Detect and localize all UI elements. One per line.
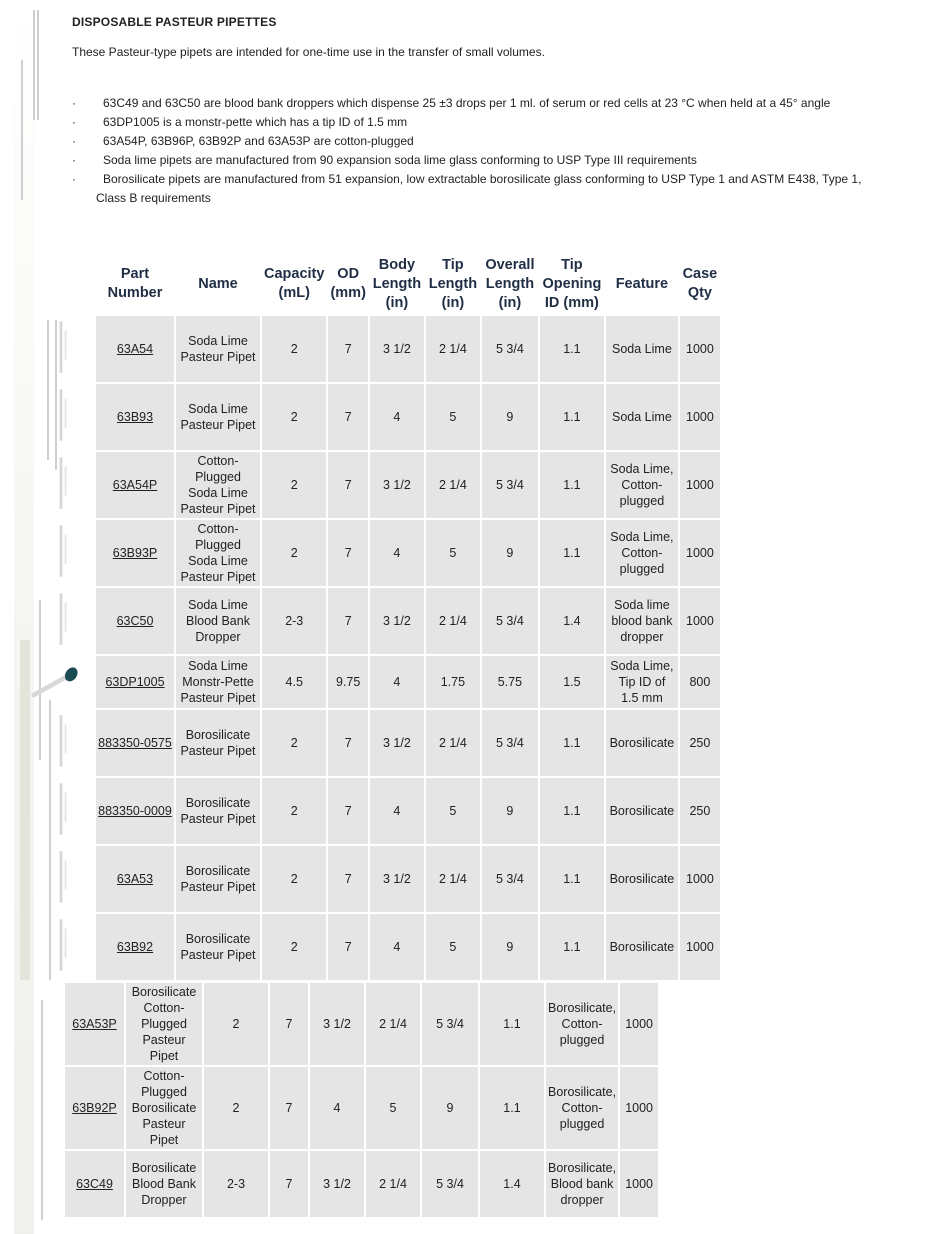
pipette-icon bbox=[50, 847, 72, 911]
case-qty-cell: 250 bbox=[680, 778, 720, 844]
table-row bbox=[2, 778, 720, 844]
part-number-cell[interactable] bbox=[96, 914, 174, 980]
column-header-line: Number bbox=[107, 285, 163, 301]
column-header bbox=[176, 254, 260, 314]
tip-id-cell: 1.1 bbox=[540, 710, 604, 776]
feature-cell bbox=[546, 1151, 618, 1217]
tip-cell: 2 1/4 bbox=[426, 316, 480, 382]
column-header bbox=[426, 254, 480, 314]
capacity-cell: 2-3 bbox=[204, 1151, 268, 1217]
tip-id-cell: 1.1 bbox=[540, 914, 604, 980]
overall-cell: 5 3/4 bbox=[482, 452, 538, 518]
part-number-cell[interactable] bbox=[96, 656, 174, 708]
bullet-glyph: · bbox=[72, 153, 76, 167]
capacity-cell: 4.5 bbox=[262, 656, 326, 708]
capacity-cell: 2-3 bbox=[262, 588, 326, 654]
column-header bbox=[262, 254, 326, 314]
body-cell: 4 bbox=[370, 656, 424, 708]
name-line: Cotton- bbox=[197, 454, 239, 468]
case-qty-cell: 1000 bbox=[680, 452, 720, 518]
name-line: Pasteur bbox=[142, 1033, 186, 1047]
table-body-lower bbox=[65, 983, 658, 1217]
tip-id-cell: 1.4 bbox=[540, 588, 604, 654]
name-line: Soda Lime bbox=[188, 659, 248, 673]
od-cell: 7 bbox=[328, 384, 367, 450]
overall-cell: 5 3/4 bbox=[482, 588, 538, 654]
name-line: Soda Lime bbox=[188, 486, 248, 500]
od-cell: 7 bbox=[328, 914, 367, 980]
bullet-item bbox=[72, 132, 892, 151]
feature-line: Soda lime bbox=[614, 598, 670, 612]
feature-line: Cotton- bbox=[561, 1017, 603, 1031]
bullet-text: Soda lime pipets are manufactured from 90 expansion soda lime glass conforming to USP Type III requirements bbox=[103, 153, 697, 167]
name-line: Borosilicate bbox=[185, 932, 251, 946]
capacity-cell: 2 bbox=[262, 452, 326, 518]
name-line: Pasteur Pipet bbox=[180, 418, 256, 432]
name-line: Borosilicate bbox=[185, 864, 251, 878]
tip-cell: 5 bbox=[426, 520, 480, 586]
bullet-list bbox=[72, 94, 892, 208]
body-cell: 4 bbox=[370, 384, 424, 450]
tip-id-cell: 1.1 bbox=[480, 983, 544, 1065]
feature-line: 1.5 mm bbox=[621, 691, 663, 705]
tip-id-cell: 1.1 bbox=[540, 846, 604, 912]
part-number-cell[interactable] bbox=[96, 710, 174, 776]
feature-cell bbox=[606, 520, 678, 586]
bullet-item bbox=[72, 94, 892, 113]
table-row bbox=[2, 846, 720, 912]
part-number-link[interactable]: 63A54 bbox=[116, 342, 154, 356]
name-cell bbox=[176, 384, 260, 450]
part-number-cell[interactable] bbox=[65, 1151, 124, 1217]
column-header-line: Body bbox=[378, 256, 416, 273]
column-header-line: Tip bbox=[442, 256, 464, 273]
bullet-continuation: Class B requirements bbox=[96, 191, 211, 205]
monstr-pette-icon bbox=[30, 661, 90, 703]
body-cell: 4 bbox=[370, 520, 424, 586]
part-number-link[interactable]: 63B92 bbox=[116, 940, 154, 954]
part-number-cell[interactable] bbox=[96, 520, 174, 586]
column-header-line: Overall bbox=[485, 256, 535, 273]
part-number-link[interactable]: 63A54P bbox=[112, 478, 158, 492]
name-cell bbox=[176, 846, 260, 912]
body-cell: 3 1/2 bbox=[370, 846, 424, 912]
name-line: Plugged bbox=[141, 1017, 187, 1031]
feature-cell bbox=[606, 778, 678, 844]
feature-line: Soda Lime, bbox=[610, 462, 674, 476]
tip-id-cell: 1.4 bbox=[480, 1151, 544, 1217]
od-cell: 7 bbox=[328, 588, 367, 654]
body-cell: 3 1/2 bbox=[370, 710, 424, 776]
table-row bbox=[2, 588, 720, 654]
body-cell: 4 bbox=[370, 914, 424, 980]
part-number-link[interactable]: 63B93 bbox=[116, 410, 154, 424]
name-line: Plugged bbox=[141, 1085, 187, 1099]
feature-line: plugged bbox=[619, 562, 665, 576]
header-spacer bbox=[2, 254, 94, 314]
feature-line: blood bank bbox=[611, 614, 673, 628]
name-line: Borosilicate bbox=[185, 728, 251, 742]
name-line: Pasteur Pipet bbox=[180, 691, 256, 705]
part-number-cell[interactable] bbox=[96, 452, 174, 518]
feature-line: Borosilicate, bbox=[548, 1161, 617, 1175]
name-cell bbox=[176, 588, 260, 654]
column-header-line: (in) bbox=[385, 294, 409, 311]
feature-cell bbox=[606, 452, 678, 518]
column-header-line: Opening bbox=[542, 275, 602, 292]
tip-cell: 2 1/4 bbox=[426, 452, 480, 518]
case-qty-cell: 1000 bbox=[620, 983, 658, 1065]
column-header bbox=[328, 254, 367, 314]
product-image-cell bbox=[2, 656, 94, 708]
product-image-cell bbox=[2, 520, 94, 586]
column-header-line: Feature bbox=[615, 275, 669, 292]
tip-cell: 5 bbox=[426, 384, 480, 450]
name-line: Borosilicate bbox=[131, 1161, 197, 1175]
name-line: Borosilicate bbox=[131, 1101, 197, 1115]
pipette-icon bbox=[50, 521, 72, 585]
overall-cell: 9 bbox=[422, 1067, 478, 1149]
column-header-line: Case bbox=[682, 266, 718, 282]
od-cell: 7 bbox=[328, 846, 367, 912]
feature-line: Cotton- bbox=[621, 478, 663, 492]
feature-cell bbox=[606, 384, 678, 450]
feature-cell bbox=[606, 710, 678, 776]
feature-line: Cotton- bbox=[561, 1101, 603, 1115]
part-number-cell[interactable] bbox=[96, 588, 174, 654]
pipette-icon bbox=[50, 915, 72, 979]
pipette-table bbox=[0, 252, 722, 982]
name-cell bbox=[176, 914, 260, 980]
name-line: Pasteur bbox=[142, 1117, 186, 1131]
tip-cell: 5 bbox=[426, 914, 480, 980]
body-cell: 4 bbox=[370, 778, 424, 844]
od-cell: 7 bbox=[270, 1151, 308, 1217]
feature-cell bbox=[606, 316, 678, 382]
column-header-line: Tip bbox=[561, 256, 583, 273]
column-header-line: (in) bbox=[498, 294, 522, 311]
name-cell bbox=[176, 452, 260, 518]
name-line: Borosilicate bbox=[185, 796, 251, 810]
overall-cell: 9 bbox=[482, 520, 538, 586]
feature-line: Cotton- bbox=[621, 546, 663, 560]
table-row bbox=[2, 914, 720, 980]
feature-line: Soda Lime bbox=[612, 342, 672, 356]
table-row bbox=[2, 656, 720, 708]
part-number-cell[interactable] bbox=[65, 983, 124, 1065]
name-line: Dropper bbox=[141, 1193, 187, 1207]
case-qty-cell: 1000 bbox=[680, 316, 720, 382]
tip-cell: 1.75 bbox=[426, 656, 480, 708]
name-cell bbox=[176, 656, 260, 708]
table-row bbox=[2, 710, 720, 776]
overall-cell: 5 3/4 bbox=[482, 710, 538, 776]
tip-cell: 2 1/4 bbox=[426, 588, 480, 654]
column-header-line: OD bbox=[337, 266, 360, 282]
feature-cell bbox=[606, 588, 678, 654]
product-image-cell bbox=[2, 316, 94, 382]
name-line: Pasteur Pipet bbox=[180, 744, 256, 758]
part-number-cell[interactable] bbox=[96, 846, 174, 912]
product-image-cell bbox=[2, 452, 94, 518]
bullet-text: 63A54P, 63B96P, 63B92P and 63A53P are cotton-plugged bbox=[103, 134, 414, 148]
table-row bbox=[2, 520, 720, 586]
pipette-icon bbox=[50, 317, 72, 381]
product-image-cell bbox=[2, 588, 94, 654]
name-line: Soda Lime bbox=[188, 402, 248, 416]
name-line: Plugged bbox=[195, 470, 241, 484]
capacity-cell: 2 bbox=[262, 914, 326, 980]
capacity-cell: 2 bbox=[204, 1067, 268, 1149]
column-header bbox=[370, 254, 424, 314]
body-cell: 3 1/2 bbox=[370, 588, 424, 654]
tip-id-cell: 1.1 bbox=[540, 452, 604, 518]
tip-cell: 2 1/4 bbox=[426, 846, 480, 912]
name-cell bbox=[176, 316, 260, 382]
case-qty-cell: 800 bbox=[680, 656, 720, 708]
feature-line: Borosilicate bbox=[609, 804, 675, 818]
tip-id-cell: 1.5 bbox=[540, 656, 604, 708]
feature-cell bbox=[546, 983, 618, 1065]
name-line: Soda Lime bbox=[188, 554, 248, 568]
name-line: Cotton- bbox=[197, 522, 239, 536]
case-qty-cell: 1000 bbox=[680, 588, 720, 654]
feature-line: Borosilicate bbox=[609, 736, 675, 750]
tip-id-cell: 1.1 bbox=[540, 520, 604, 586]
column-header-line: Part bbox=[120, 266, 150, 282]
feature-line: dropper bbox=[620, 630, 664, 644]
part-number-cell[interactable] bbox=[96, 384, 174, 450]
column-header-line: Length bbox=[485, 275, 535, 292]
column-header-line: Qty bbox=[687, 285, 712, 301]
feature-line: Borosilicate, bbox=[548, 1085, 617, 1099]
name-line: Pasteur Pipet bbox=[180, 948, 256, 962]
body-cell: 4 bbox=[310, 1067, 364, 1149]
pipette-icon bbox=[50, 711, 72, 775]
name-line: Pasteur Pipet bbox=[180, 350, 256, 364]
column-header bbox=[680, 254, 720, 314]
case-qty-cell: 1000 bbox=[680, 846, 720, 912]
body-cell: 3 1/2 bbox=[310, 1151, 364, 1217]
column-header-line: (mm) bbox=[330, 285, 366, 301]
feature-line: Soda Lime bbox=[612, 410, 672, 424]
part-number-link[interactable]: 63A53P bbox=[72, 1017, 117, 1031]
od-cell: 7 bbox=[328, 452, 367, 518]
part-number-link[interactable]: 63B92P bbox=[72, 1101, 117, 1115]
feature-cell bbox=[606, 914, 678, 980]
table-row bbox=[2, 316, 720, 382]
capacity-cell: 2 bbox=[262, 316, 326, 382]
overall-cell: 9 bbox=[482, 384, 538, 450]
capacity-cell: 2 bbox=[204, 983, 268, 1065]
name-line: Monstr-Pette bbox=[182, 675, 254, 689]
tip-cell: 5 bbox=[426, 778, 480, 844]
name-line: Pipet bbox=[149, 1049, 179, 1063]
name-line: Dropper bbox=[195, 630, 241, 644]
feature-cell bbox=[606, 656, 678, 708]
part-number-cell[interactable] bbox=[65, 1067, 124, 1149]
column-header-line: ID (mm) bbox=[544, 294, 599, 311]
overall-cell: 9 bbox=[482, 914, 538, 980]
name-cell bbox=[176, 520, 260, 586]
tip-cell: 5 bbox=[366, 1067, 420, 1149]
feature-line: Borosilicate, bbox=[548, 1001, 617, 1015]
tip-cell: 2 1/4 bbox=[366, 1151, 420, 1217]
name-line: Soda Lime bbox=[188, 598, 248, 612]
part-number-link[interactable]: 883350-0575 bbox=[98, 736, 172, 750]
od-cell: 7 bbox=[270, 983, 308, 1065]
name-line: Cotton- bbox=[143, 1001, 185, 1015]
part-number-cell[interactable] bbox=[96, 778, 174, 844]
feature-cell bbox=[606, 846, 678, 912]
part-number-link[interactable]: 63C50 bbox=[116, 614, 154, 628]
capacity-cell: 2 bbox=[262, 520, 326, 586]
case-qty-cell: 1000 bbox=[680, 914, 720, 980]
od-cell: 7 bbox=[270, 1067, 308, 1149]
name-line: Cotton- bbox=[143, 1069, 185, 1083]
name-line: Blood Bank bbox=[132, 1177, 196, 1191]
name-line: Plugged bbox=[195, 538, 241, 552]
product-image-cell bbox=[2, 384, 94, 450]
name-line: Soda Lime bbox=[188, 334, 248, 348]
table-row bbox=[65, 983, 658, 1065]
part-number-link[interactable]: 63B93P bbox=[112, 546, 158, 560]
table-body bbox=[2, 316, 720, 980]
tip-id-cell: 1.1 bbox=[540, 778, 604, 844]
bullet-text: 63C49 and 63C50 are blood bank droppers which dispense 25 ±3 drops per 1 ml. of serum or red cells at 23 °C when held at a 45° angle bbox=[103, 96, 831, 110]
table-header-row bbox=[2, 254, 720, 314]
od-cell: 7 bbox=[328, 710, 367, 776]
feature-line: Soda Lime, bbox=[610, 530, 674, 544]
name-line: Pasteur Pipet bbox=[180, 812, 256, 826]
tip-cell: 2 1/4 bbox=[366, 983, 420, 1065]
name-cell bbox=[126, 983, 202, 1065]
name-line: Pasteur Pipet bbox=[180, 570, 256, 584]
case-qty-cell: 1000 bbox=[680, 384, 720, 450]
table-row bbox=[65, 1151, 658, 1217]
capacity-cell: 2 bbox=[262, 846, 326, 912]
bullet-item bbox=[72, 170, 892, 208]
bullet-glyph: · bbox=[72, 134, 76, 148]
overall-cell: 5.75 bbox=[482, 656, 538, 708]
od-cell: 7 bbox=[328, 778, 367, 844]
column-header-line: (mL) bbox=[278, 285, 310, 301]
overall-cell: 5 3/4 bbox=[422, 983, 478, 1065]
part-number-link[interactable]: 883350-0009 bbox=[98, 804, 172, 818]
overall-cell: 5 3/4 bbox=[482, 846, 538, 912]
capacity-cell: 2 bbox=[262, 710, 326, 776]
pipette-icon bbox=[50, 453, 72, 517]
bullet-glyph: · bbox=[72, 172, 76, 186]
name-line: Blood Bank bbox=[186, 614, 250, 628]
feature-line: Borosilicate bbox=[609, 940, 675, 954]
name-line: Pasteur Pipet bbox=[180, 502, 256, 516]
capacity-cell: 2 bbox=[262, 778, 326, 844]
column-header bbox=[540, 254, 604, 314]
capacity-cell: 2 bbox=[262, 384, 326, 450]
case-qty-cell: 1000 bbox=[620, 1151, 658, 1217]
overall-cell: 5 3/4 bbox=[422, 1151, 478, 1217]
overall-cell: 9 bbox=[482, 778, 538, 844]
pipette-icon bbox=[50, 589, 72, 653]
tip-id-cell: 1.1 bbox=[540, 316, 604, 382]
part-number-link[interactable]: 63A53 bbox=[116, 872, 154, 886]
product-image-cell bbox=[2, 914, 94, 980]
overall-cell: 5 3/4 bbox=[482, 316, 538, 382]
name-cell bbox=[176, 778, 260, 844]
tip-cell: 2 1/4 bbox=[426, 710, 480, 776]
page-title: DISPOSABLE PASTEUR PIPETTES bbox=[72, 15, 277, 29]
feature-line: plugged bbox=[559, 1033, 605, 1047]
column-header-line: (in) bbox=[441, 294, 465, 311]
tip-id-cell: 1.1 bbox=[540, 384, 604, 450]
bullet-item bbox=[72, 113, 892, 132]
table-row bbox=[2, 452, 720, 518]
feature-cell bbox=[546, 1067, 618, 1149]
body-cell: 3 1/2 bbox=[310, 983, 364, 1065]
column-header-line: Name bbox=[198, 275, 238, 292]
column-header-line: Length bbox=[372, 275, 422, 292]
column-header-line: Capacity bbox=[264, 266, 325, 282]
feature-line: plugged bbox=[559, 1117, 605, 1131]
feature-line: Soda Lime, bbox=[610, 659, 674, 673]
intro-text: These Pasteur-type pipets are intended for one-time use in the transfer of small volumes. bbox=[72, 45, 545, 59]
bullet-item bbox=[72, 151, 892, 170]
part-number-link[interactable]: 63C49 bbox=[76, 1177, 113, 1191]
name-line: Borosilicate bbox=[131, 985, 197, 999]
od-cell: 7 bbox=[328, 316, 367, 382]
column-header bbox=[606, 254, 678, 314]
feature-line: Blood bank bbox=[550, 1177, 614, 1191]
column-header bbox=[482, 254, 538, 314]
od-cell: 9.75 bbox=[328, 656, 367, 708]
case-qty-cell: 250 bbox=[680, 710, 720, 776]
pipette-table-lower bbox=[63, 981, 660, 1219]
name-cell bbox=[176, 710, 260, 776]
pipette-icon bbox=[50, 779, 72, 843]
product-image-cell bbox=[2, 846, 94, 912]
case-qty-cell: 1000 bbox=[620, 1067, 658, 1149]
bullet-text: Borosilicate pipets are manufactured from 51 expansion, low extractable borosilicate glass conforming to USP Type 1 and ASTM E438, Type 1, bbox=[103, 172, 862, 186]
feature-line: plugged bbox=[619, 494, 665, 508]
column-header bbox=[96, 254, 174, 314]
tip-id-cell: 1.1 bbox=[480, 1067, 544, 1149]
pipette-icon bbox=[50, 385, 72, 449]
column-header-line: Length bbox=[428, 275, 478, 292]
feature-line: Tip ID of bbox=[618, 675, 666, 689]
name-line: Pipet bbox=[149, 1133, 179, 1147]
product-image-cell bbox=[2, 778, 94, 844]
bullet-glyph: · bbox=[72, 96, 76, 110]
case-qty-cell: 1000 bbox=[680, 520, 720, 586]
name-cell bbox=[126, 1151, 202, 1217]
body-cell: 3 1/2 bbox=[370, 452, 424, 518]
product-image-cell bbox=[2, 710, 94, 776]
bullet-text: 63DP1005 is a monstr-pette which has a tip ID of 1.5 mm bbox=[103, 115, 408, 129]
body-cell: 3 1/2 bbox=[370, 316, 424, 382]
table-row bbox=[65, 1067, 658, 1149]
part-number-link[interactable]: 63DP1005 bbox=[105, 675, 165, 689]
name-line: Pasteur Pipet bbox=[180, 880, 256, 894]
part-number-cell[interactable] bbox=[96, 316, 174, 382]
name-cell bbox=[126, 1067, 202, 1149]
table-row bbox=[2, 384, 720, 450]
bullet-glyph: · bbox=[72, 115, 76, 129]
feature-line: Borosilicate bbox=[609, 872, 675, 886]
feature-line: dropper bbox=[560, 1193, 604, 1207]
od-cell: 7 bbox=[328, 520, 367, 586]
